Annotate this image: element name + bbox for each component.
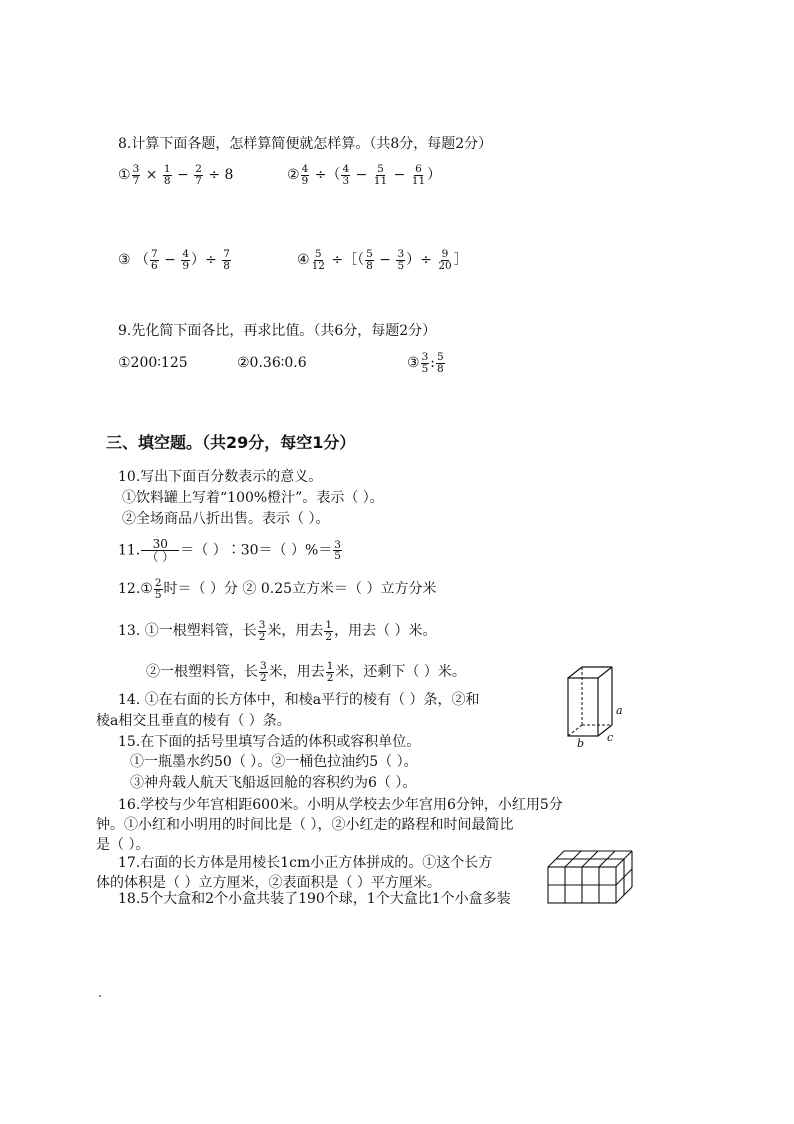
fraction: $\frac{5}{12}$ — [311, 248, 325, 272]
q9-problem-1: ①200∶125 — [118, 355, 188, 371]
q16-line-2: 钟。①小红和小明用的时间比是（ ），②小红走的路程和时间最简比 — [96, 817, 514, 833]
fraction: $\frac{5}{8}$ — [366, 248, 373, 272]
problem-number: ③ — [118, 252, 131, 268]
q14-line-1: 14. ①在右面的长方体中，和棱a平行的棱有（ ）条，②和 — [118, 692, 480, 708]
fraction: $\frac{3}{5}$ — [421, 351, 429, 375]
q16-line-1: 16.学校与少年宫相距600米。小明从学校去少年宫用6分钟，小红用5分 — [118, 797, 563, 813]
q8-problem-1: ① $\frac{3}{7}$ × $\frac{1}{8}$ − $\frac{2}{7}$ ÷ 8 — [118, 163, 234, 187]
fraction: $\frac{4}{3}$ — [342, 163, 350, 187]
q8-problem-4: ④ $\frac{5}{12}$ ÷［（ $\frac{5}{8}$ − $\frac{3}{5}$ ）÷ $\frac{9}{20}$ ］ — [297, 248, 468, 272]
q15-line-2: ③神舟载人航天飞船返回舱的容积约为6（ ）。 — [130, 775, 417, 791]
fraction: $\frac{3}{5}$ — [334, 538, 341, 562]
q11: 11. $\frac{30}{( )}$ ＝（ ）∶30＝（ ）%＝ $\frac{3}{5}$ — [118, 537, 341, 564]
q13-line-2: ②一根塑料管，长 $\frac{3}{2}$ 米，用去 $\frac{1}{2}$ 米，还剩下（ ）米。 — [146, 660, 466, 684]
q15-title: 15.在下面的括号里填写合适的体积或容积单位。 — [118, 734, 421, 750]
problem-number: ② — [287, 167, 300, 183]
q15-line-1: ①一瓶墨水约50（ ）。②一桶色拉油约5（ ）。 — [130, 754, 418, 770]
fraction: $\frac{5}{11}$ — [373, 163, 388, 187]
fraction: $\frac{2}{5}$ — [154, 577, 162, 601]
edge-label-c: c — [607, 731, 614, 744]
fraction: $\frac{7}{8}$ — [223, 248, 230, 272]
fraction: $\frac{4}{9}$ — [182, 248, 190, 272]
q8-title: 8.计算下面各题，怎样算简便就怎样算。（共8分，每题2分） — [118, 136, 493, 152]
q12: 12.① $\frac{2}{5}$ 时＝（ ）分 ② 0.25立方米＝（ ）立方分米 — [118, 577, 437, 601]
fraction: $\frac{6}{11}$ — [411, 163, 426, 187]
fraction: $\frac{1}{2}$ — [326, 660, 334, 684]
fraction: $\frac{7}{6}$ — [151, 248, 158, 272]
q10-line-1: ①饮料罐上写着“100%橙汁”。表示（ ）。 — [122, 490, 384, 506]
q8-problem-2: ② $\frac{4}{9}$ ÷（ $\frac{4}{3}$ − $\frac{5}{11}$ − $\frac{6}{11}$ ） — [287, 163, 442, 187]
fraction: $\frac{5}{8}$ — [436, 351, 444, 375]
fraction: $\frac{3}{2}$ — [258, 619, 266, 643]
cube-stack-figure — [546, 848, 636, 906]
fraction: $\frac{30}{( )}$ — [141, 538, 179, 563]
fraction: $\frac{2}{7}$ — [195, 163, 202, 187]
q9-title: 9.先化简下面各比，再求比值。（共6分，每题2分） — [118, 323, 437, 339]
q10-title: 10.写出下面百分数表示的意义。 — [118, 469, 323, 485]
problem-number: ③ — [407, 355, 420, 371]
q13-line-1: 13. ①一根塑料管，长 $\frac{3}{2}$ 米，用去 $\frac{1}{2}$ ，用去（ ）米。 — [118, 619, 437, 643]
fraction: $\frac{1}{8}$ — [163, 163, 171, 187]
q16-line-3: 是（ ）。 — [96, 837, 150, 853]
fraction: $\frac{3}{7}$ — [132, 163, 140, 187]
fraction: $\frac{3}{2}$ — [260, 660, 267, 684]
q9-problem-2: ②0.36∶0.6 — [237, 355, 307, 371]
section-heading: 三、填空题。（共29分，每空1分） — [106, 433, 356, 452]
cuboid-figure — [560, 664, 623, 750]
fraction: $\frac{9}{20}$ — [438, 248, 452, 272]
q10-line-2: ②全场商品八折出售。表示（ ）。 — [122, 511, 330, 527]
q17-line-1: 17.右面的长方体是用棱长1cm小正方体拼成的。①这个长方 — [118, 855, 493, 871]
q18-line-1: 18.5个大盒和2个小盒共装了190个球，1个大盒比1个小盒多装 — [118, 891, 511, 907]
fraction: $\frac{4}{9}$ — [301, 163, 309, 187]
fraction: $\frac{1}{2}$ — [325, 619, 333, 643]
problem-number: ① — [118, 167, 131, 183]
q9-problem-3: ③ $\frac{3}{5}$ : $\frac{5}{8}$ — [407, 351, 444, 375]
edge-label-a: a — [616, 704, 623, 717]
fraction: $\frac{3}{5}$ — [397, 248, 405, 272]
q17-line-2: 体的体积是（ ）立方厘米，②表面积是（ ）平方厘米。 — [96, 875, 441, 891]
q14-line-2: 棱a相交且垂直的棱有（ ）条。 — [96, 713, 291, 729]
scan-speck — [99, 995, 101, 997]
problem-number: ④ — [297, 252, 310, 268]
q8-problem-3: ③ （ $\frac{7}{6}$ − $\frac{4}{9}$ ）÷ $\frac{7}{8}$ — [118, 248, 230, 272]
edge-label-b: b — [577, 737, 585, 750]
